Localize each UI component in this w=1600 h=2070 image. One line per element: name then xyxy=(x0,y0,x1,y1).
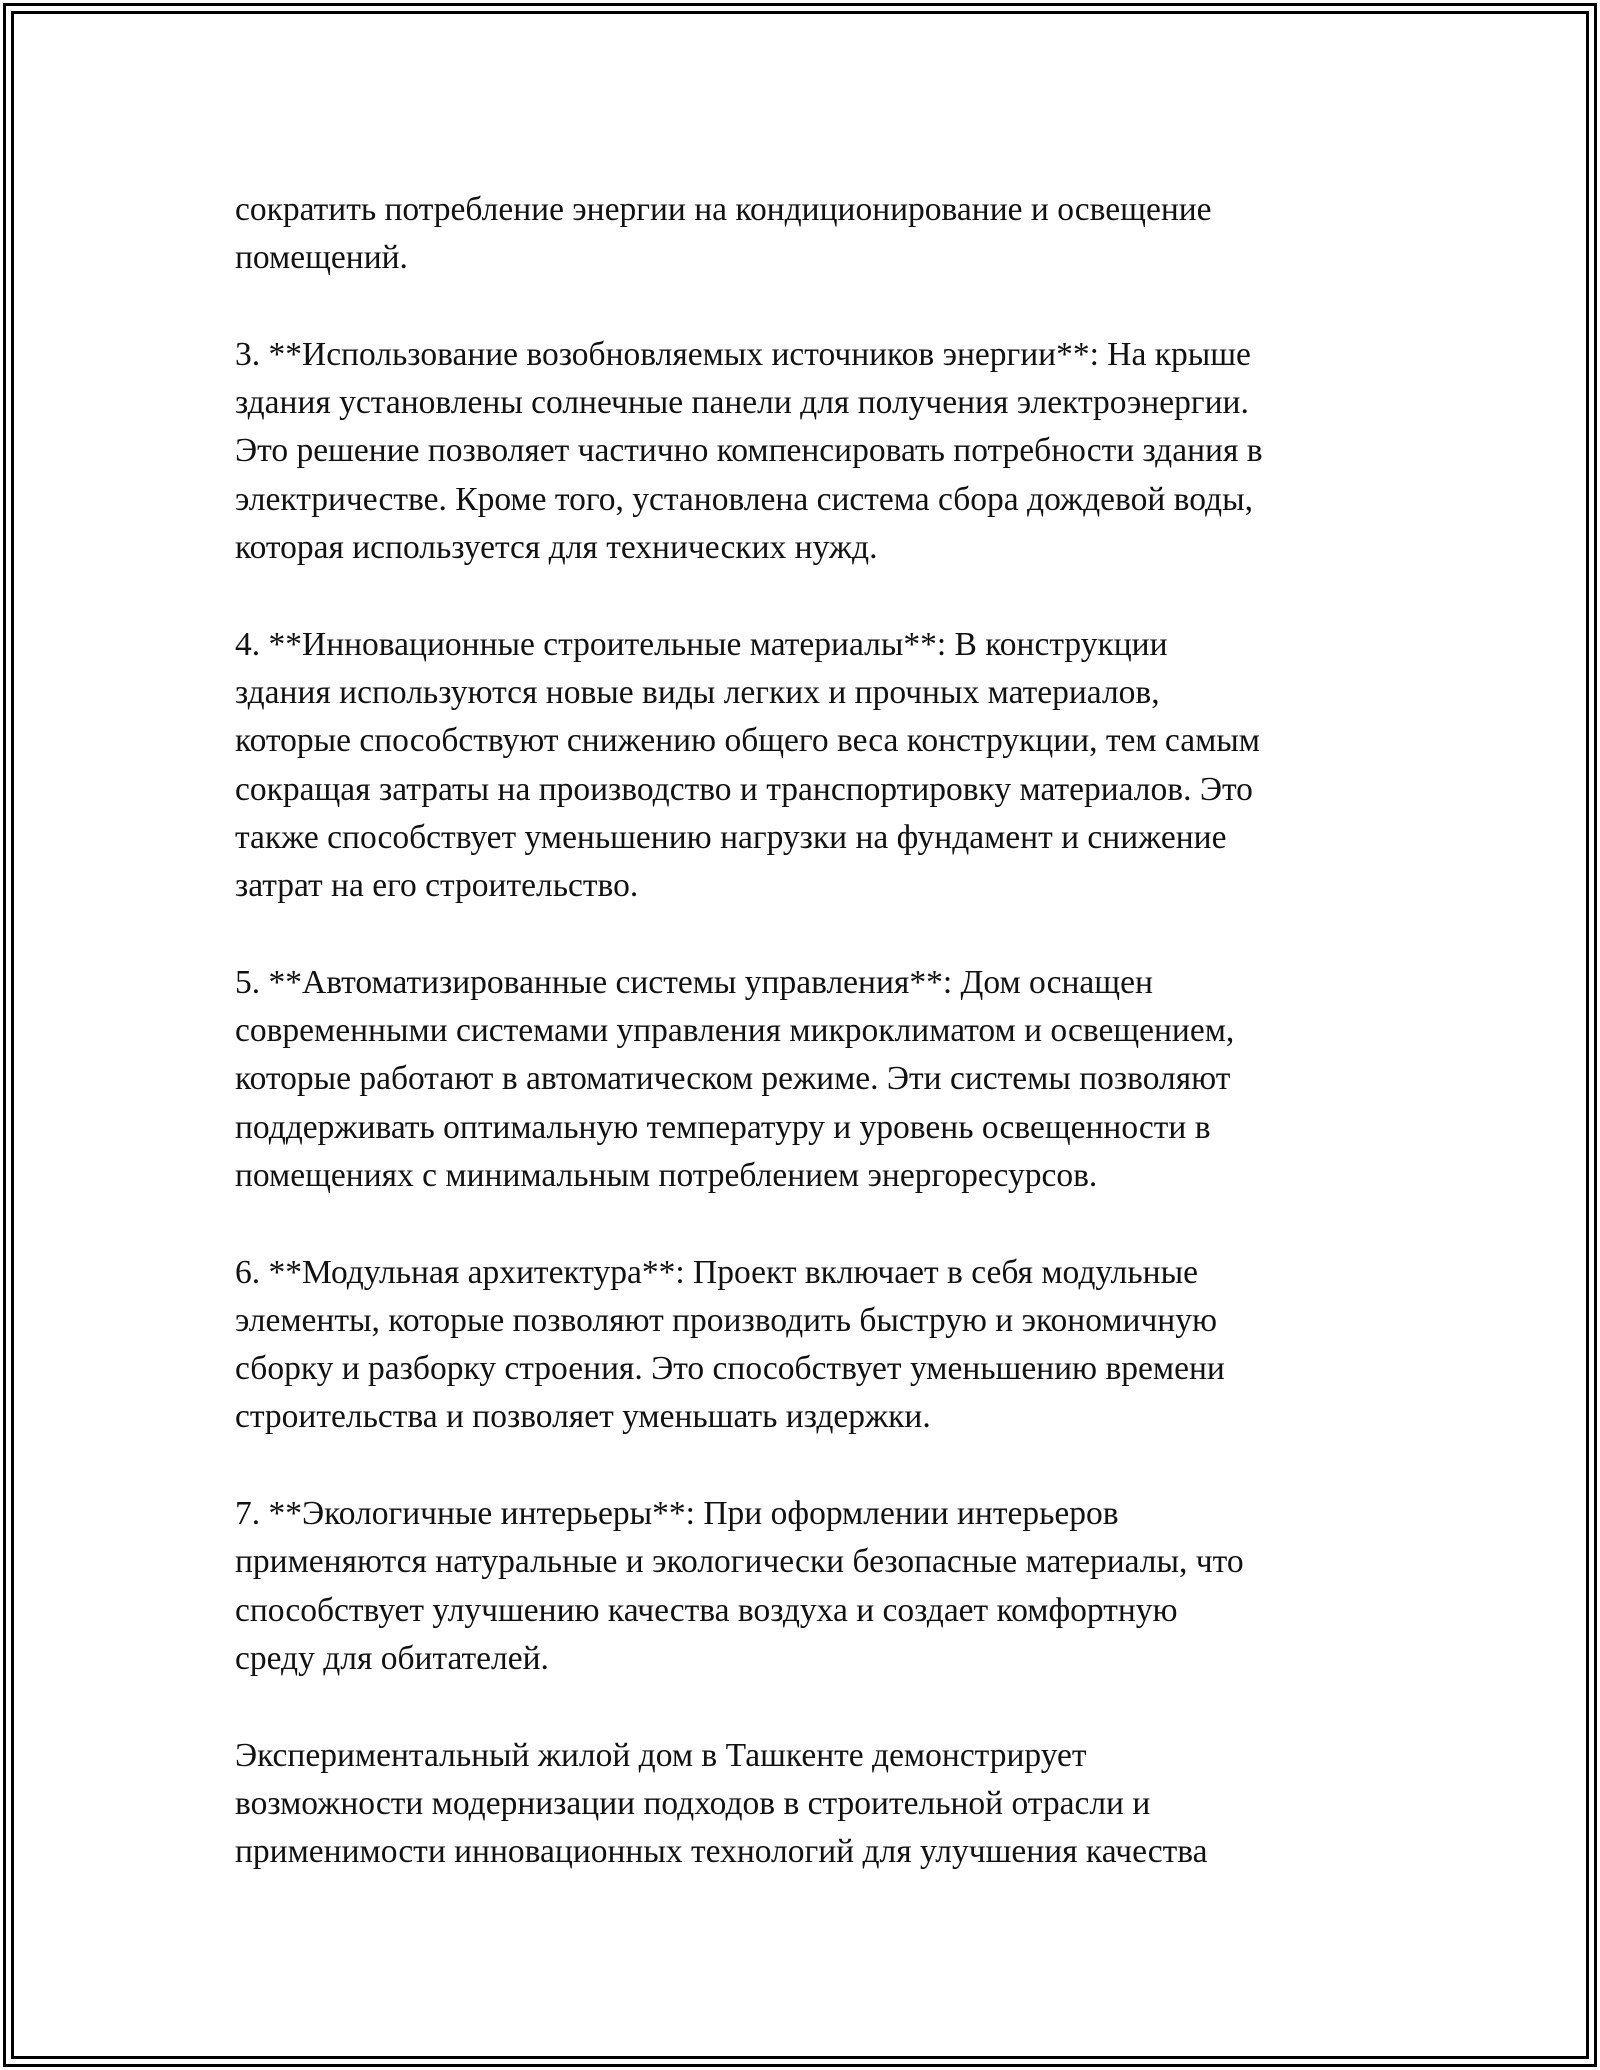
paragraph-item-7-eco-interiors: 7. **Экологичные интерьеры**: При оформлении интерьеров применяются натуральные и экологически безопасные материалы, что способствует улучшению качества воздуха и создает комфортную среду для обитателей. xyxy=(235,1495,1244,1677)
paragraph-conclusion: Экспериментальный жилой дом в Ташкенте демонстрирует возможности модернизации подходов в строительной отрасли и применимости инновационных технологий для улучшения качества xyxy=(235,1736,1208,1871)
paragraph-intro-continuation: сократить потребление энергии на кондиционирование и освещение помещений. xyxy=(235,191,1212,277)
paragraph-item-4-building-materials: 4. **Инновационные строительные материалы**: В конструкции здания используются новые виды легких и прочных материалов, которые способствуют снижению общего веса конструкции, тем самым сокращая затраты на производство и транспортировку материалов. Это также способствует уменьшению нагрузки на фундамент и снижение затрат на его строительство. xyxy=(235,625,1260,905)
paragraph-item-5-automation: 5. **Автоматизированные системы управления**: Дом оснащен современными системами управления микроклиматом и освещением, которые работают в автоматическом режиме. Эти системы позволяют поддерживать оптимальную температуру и уровень освещенности в помещениях с минимальным потреблением энергоресурсов. xyxy=(235,963,1235,1194)
paragraph-item-3-renewable-energy: 3. **Использование возобновляемых источников энергии**: На крыше здания установлены солнечные панели для получения электроэнергии. Это решение позволяет частично компенсировать потребности здания в электричестве. Кроме того, установлена система сбора дождевой воды, которая используется для технических нужд. xyxy=(235,335,1263,567)
document-body xyxy=(235,186,1405,1876)
paragraph-item-6-modular-architecture: 6. **Модульная архитектура**: Проект включает в себя модульные элементы, которые позволяют производить быструю и экономичную сборку и разборку строения. Это способствует уменьшению времени строительства и позволяет уменьшать издержки. xyxy=(235,1253,1225,1436)
